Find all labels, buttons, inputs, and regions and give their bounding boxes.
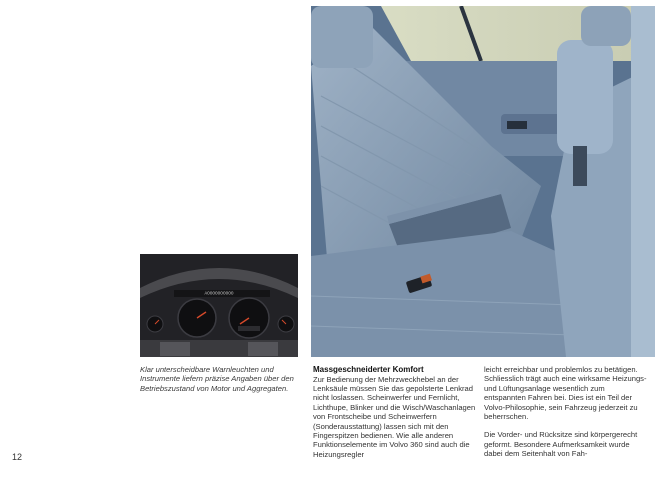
article-paragraph: Die Vorder- und Rücksitze sind körpergerecht geformt. Besondere Aufmerksamkeit wurde dabei dem Seitenhalt von Fah-	[484, 430, 638, 459]
rear-seat-illustration	[311, 6, 655, 357]
warning-light-strip: AOOOOOOOOOO	[204, 291, 234, 297]
article-paragraph: leicht erreichbar und problemlos zu betätigen. Schliesslich trägt auch eine wirksame Heizungs- und Lüftungsanlage wesentlich zum entspannten Fahren bei. Dies ist ein Teil der Volvo-Philosophie, sein Fahrzeug jederzeit zu beherrschen.	[484, 365, 647, 422]
dashboard-photo	[140, 254, 298, 357]
article-paragraph: Zur Bedienung der Mehrzweckhebel an der Lenksäule müssen Sie das gepolsterte Lenkrad nicht loslassen. Scheinwerfer und Fernlicht, Lichthupe, Blinker und die Wisch/Waschanlagen von Frontscheibe und Scheinwerfern (Sonderausstattung) lassen sich mit den Fingerspitzen bedienen. Wie alle anderen Funktionselemente im Volvo 360 sind auch die Heizungsregler	[313, 374, 476, 459]
article-heading: Massgeschneiderter Komfort	[313, 365, 424, 374]
article-column-right	[484, 365, 648, 468]
dashboard-caption: Klar unterscheidbare Warnleuchten und Instrumente liefern präzise Angaben über den Betriebszustand von Motor und Aggregaten.	[140, 365, 294, 393]
rear-seat-photo	[311, 6, 655, 357]
dashboard-illustration	[140, 254, 298, 357]
page-number: 12	[12, 452, 23, 462]
article-column-left	[313, 365, 480, 459]
